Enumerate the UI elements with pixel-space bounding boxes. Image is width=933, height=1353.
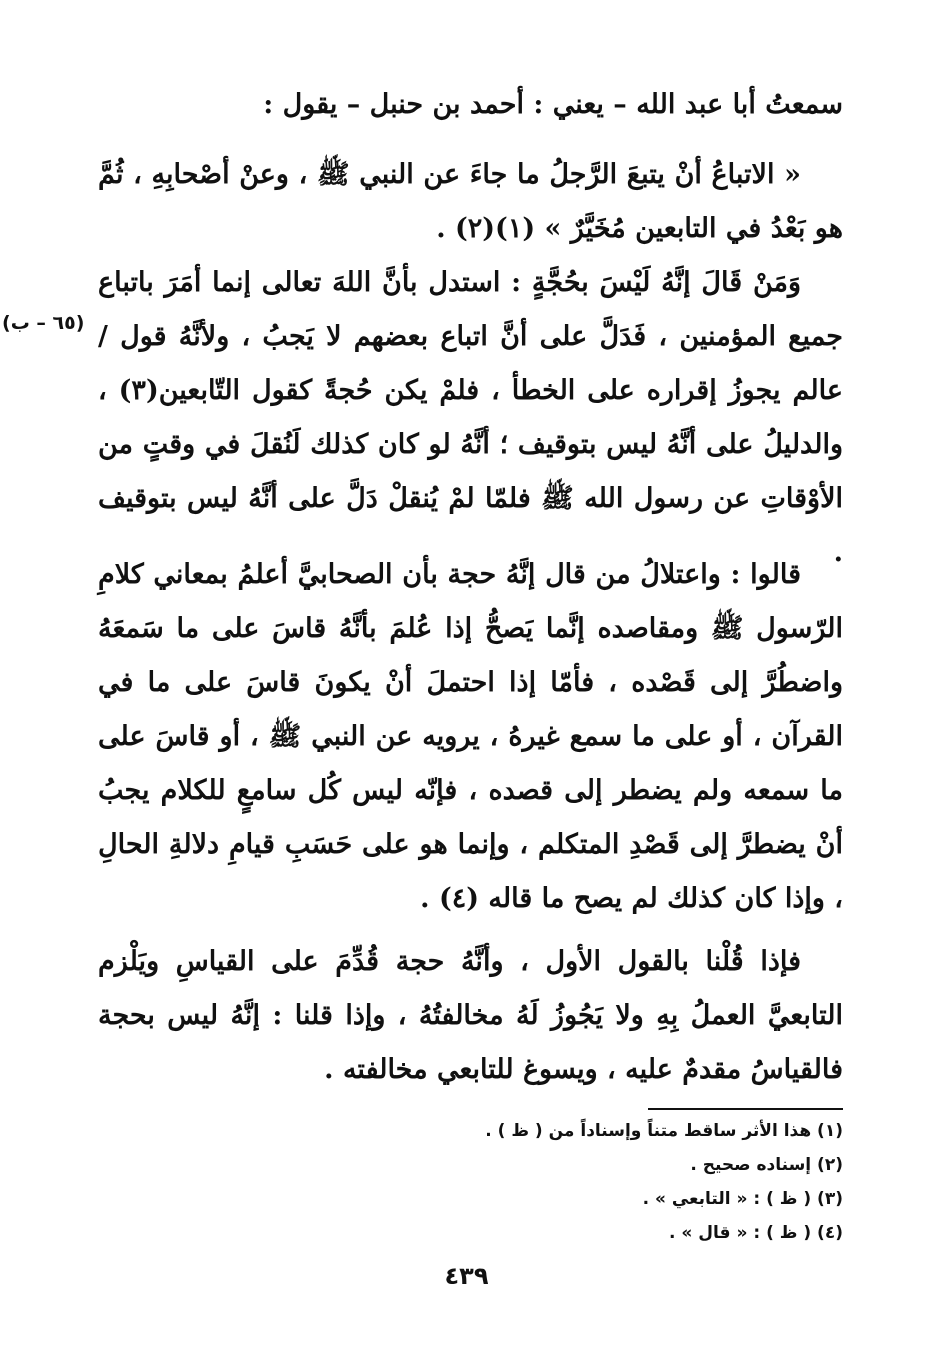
paragraph-quote — [98, 148, 843, 256]
paragraph-conclusion — [98, 935, 843, 1097]
footnote-4: (٤) ( ظ ) : « قال » . — [669, 1223, 843, 1243]
footnote-separator — [648, 1108, 843, 1110]
manuscript-folio-marker: (٦٥ – ب) — [2, 312, 85, 334]
footnote-3: (٣) ( ظ ) : « التابعي » . — [642, 1189, 843, 1209]
page-number: ٤٣٩ — [444, 1262, 489, 1290]
paragraph-counterargument — [98, 256, 843, 580]
footnote-2: (٢) إسناده صحيح . — [690, 1155, 843, 1175]
paragraph-counterargument-text: وَمَنْ قَالَ إنَّهُ لَيْسَ بحُجَّةٍ : استدل بأنَّ اللهَ تعالى إنما أمَرَ باتباع جميع المؤمنين ، فَدَلَّ على أنَّ اتباع بعضهم لا يَجبُ ، ولأنَّهُ قول / عالم يجوزُ إقراره على الخطأ ، فلمْ يكن حُجةً كقول التّابعين(٣) ، والدليلُ على أنَّهُ ليس بتوقيف ؛ أنَّهُ لو كان كذلك لَنُقلَ في وقتٍ من الأوْقاتِ عن رسول الله ﷺ فلمّا لمْ يُنقلْ دَلَّ على أنَّهُ ليس بتوقيف . — [98, 267, 844, 568]
paragraph-intro-text: سمعتُ أبا عبد الله – يعني : أحمد بن حنبل – يقول : — [263, 89, 843, 120]
footnotes-section — [98, 1114, 843, 1250]
paragraph-objection-text: قالوا : واعتلالُ من قال إنَّهُ حجة بأن الصحابيَّ أعلمُ بمعاني كلامِ الرّسول ﷺ ومقاصده إنَّما يَصحُّ إذا عُلمَ بأنَّهُ قاسَ على ما سَمعَهُ واضطُرَّ إلى قَصْده ، فأمّا إذا احتملَ أنْ يكونَ قاسَ على ما في القرآن ، أو على ما سمع غيرهُ ، يرويه عن النبي ﷺ ، أو قاسَ على ما سمعه ولم يضطر إلى قصده ، فإنّه ليس كُل سامعٍ للكلام يجبُ أنْ يضطرَّ إلى قَصْدِ المتكلم ، وإنما هو على حَسَبِ قيامِ دلالةِ الحالِ ، وإذا كان كذلك لم يصح ما قاله (٤) . — [98, 559, 843, 914]
paragraph-quote-text: « الاتباعُ أنْ يتبعَ الرَّجلُ ما جاءَ عن النبي ﷺ ، وعنْ أصْحابِهِ ، ثُمَّ هو بَعْدُ في التابعين مُخَيَّرٌ » (١)(٢) . — [98, 159, 843, 244]
paragraph-objection — [98, 548, 843, 926]
footnote-1: (١) هذا الأثر ساقط متناً وإسناداً من ( ظ ) . — [485, 1121, 843, 1141]
paragraph-intro — [98, 78, 843, 132]
paragraph-conclusion-text: فإذا قُلْنا بالقول الأول ، وأنَّهُ حجة قُدِّمَ على القياسِ ويَلْزم التابعيَّ العملُ بِهِ ولا يَجُوزُ لَهُ مخالفتُهُ ، وإذا قلنا : إنَّهُ ليس بحجة فالقياسُ مقدمٌ عليه ، ويسوغ للتابعي مخالفته . — [98, 946, 843, 1085]
